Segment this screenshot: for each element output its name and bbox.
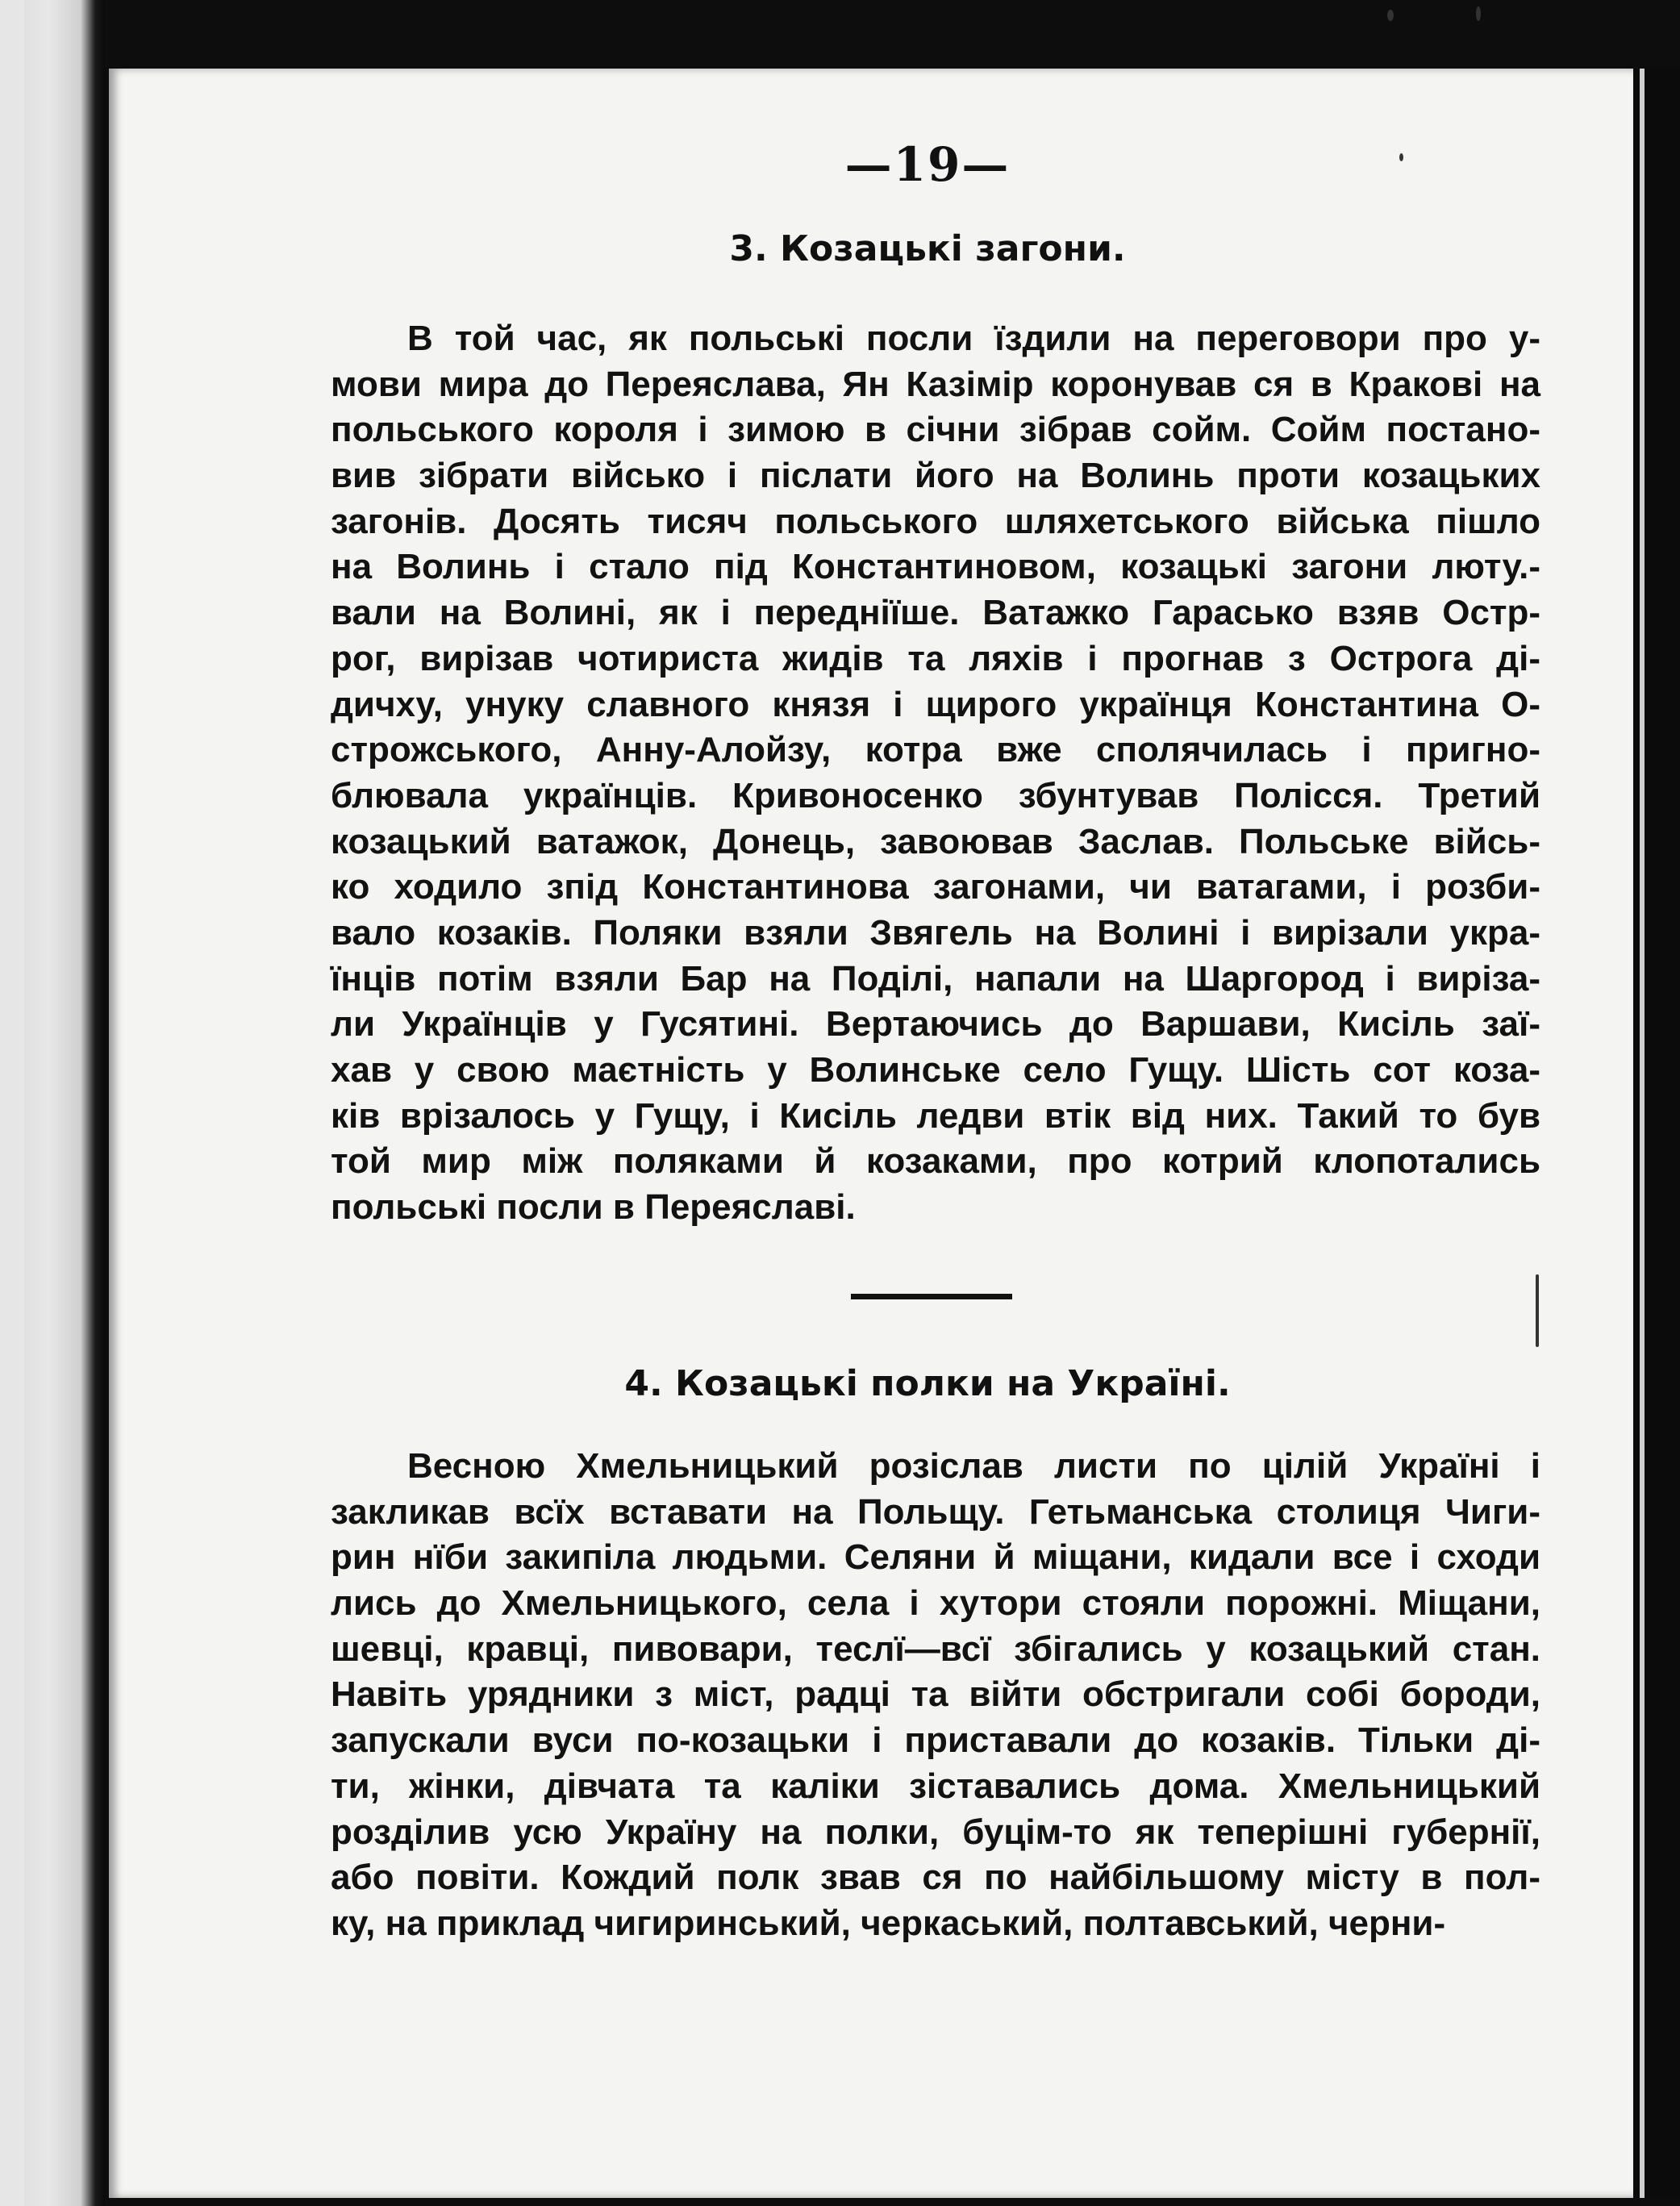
section-2-paragraph (331, 1444, 1540, 1947)
text-line: польські посли в Переяславі. (331, 1187, 856, 1228)
text-line: закликав всїх вставати на Польщу. Гетьманська столиця Чиги- (331, 1491, 1540, 1532)
text-line: лись до Хмельницького, села і хутори стояли порожні. Міщани, (331, 1583, 1540, 1624)
text-line: вали на Волині, як і передніїше. Ватажко Гарасько взяв Остр- (331, 593, 1540, 633)
text-line: ти, жінки, дівчата та каліки зіставались дома. Хмельницький (331, 1766, 1540, 1806)
section-heading-1: 3. Козацькі загони. (729, 228, 1126, 269)
text-line: розділив усю Україну на полки, буцім-то як теперішні губернії, (331, 1812, 1540, 1852)
text-line: шевці, кравці, пивовари, теслї—всї збігались у козацький стан. (331, 1628, 1540, 1669)
text-line: Навіть урядники з міст, радці та війти обстригали собі бороди, (331, 1674, 1540, 1715)
text-line: блювала українців. Кривоносенко збунтував Полісся. Третий (331, 775, 1540, 815)
text-line: польського короля і зимою в січни зібрав сойм. Сойм постано- (331, 410, 1540, 450)
text-line: хав у свою маєтність у Волинське село Гущу. Шість сот коза- (331, 1050, 1540, 1090)
text-line: ко ходило зпід Константинова загонами, чи ватагами, і розби- (331, 867, 1540, 907)
section-1-paragraph (331, 316, 1540, 1231)
text-line: їнців потім взяли Бар на Поділі, напали на Шаргород і вирiза- (331, 958, 1540, 999)
text-line: рог, вирізав чотириста жидів та ляхів і прогнав з Острога ді- (331, 638, 1540, 678)
section-heading-2: 4. Козацькі полки на Україні. (624, 1363, 1231, 1404)
page-number: —19— (844, 137, 1011, 192)
text-line: вало козаків. Поляки взяли Звягель на Волині і вирізали укра- (331, 912, 1540, 953)
text-line: мови мира до Переяслава, Ян Казімір коронував ся в Кракові на (331, 364, 1540, 404)
text-line: або повіти. Кождий полк звав ся по найбільшому місту в пол- (331, 1858, 1540, 1898)
text-line: на Волинь і стало під Константиновом, козацькі загони люту.- (331, 547, 1540, 587)
text-line: вив зібрати військо і післати його на Волинь проти козацьких (331, 456, 1540, 496)
text-line: козацький ватажок, Донець, завоював Заслав. Польське війсь- (331, 821, 1540, 861)
text-line: ків врізалось у Гущу, і Кисіль ледви втік від них. Такий то був (331, 1095, 1540, 1136)
facing-page-strip (0, 0, 105, 2206)
scan-speck (1476, 6, 1481, 21)
text-line: ку, на приклад чигиринський, черкаський, полтавський, черни- (331, 1903, 1446, 1943)
text-line: запускали вуси по-козацьки і приставали до козаків. Тільки ді- (331, 1720, 1540, 1761)
text-line: ли Українців у Гусятині. Вертаючись до Варшави, Кисіль заї- (331, 1004, 1540, 1045)
text-line: дичху, унуку славного князя і щирого українця Константина О- (331, 684, 1540, 724)
text-line: В той час, як польські посли їздили на переговори про у- (407, 319, 1540, 358)
scan-speck (1387, 10, 1394, 21)
text-line: Весною Хмельницький розіслав листи по цілій Україні і (407, 1446, 1540, 1486)
page-edge (1633, 69, 1680, 2198)
scan-speck (1536, 1274, 1539, 1347)
text-line: строжського, Анну-Алойзу, котра вже сполячилась і пригно- (331, 730, 1540, 770)
text-line: той мир між поляками й козаками, про котрий клопотались (331, 1141, 1540, 1182)
scan-speck (1399, 153, 1403, 161)
text-line: рин нїби закипіла людьми. Селяни й міщани, кидали все і сходи (331, 1537, 1540, 1578)
section-divider (851, 1294, 1012, 1299)
text-line: загонів. Досять тисяч польського шляхетського війська пішло (331, 501, 1540, 541)
